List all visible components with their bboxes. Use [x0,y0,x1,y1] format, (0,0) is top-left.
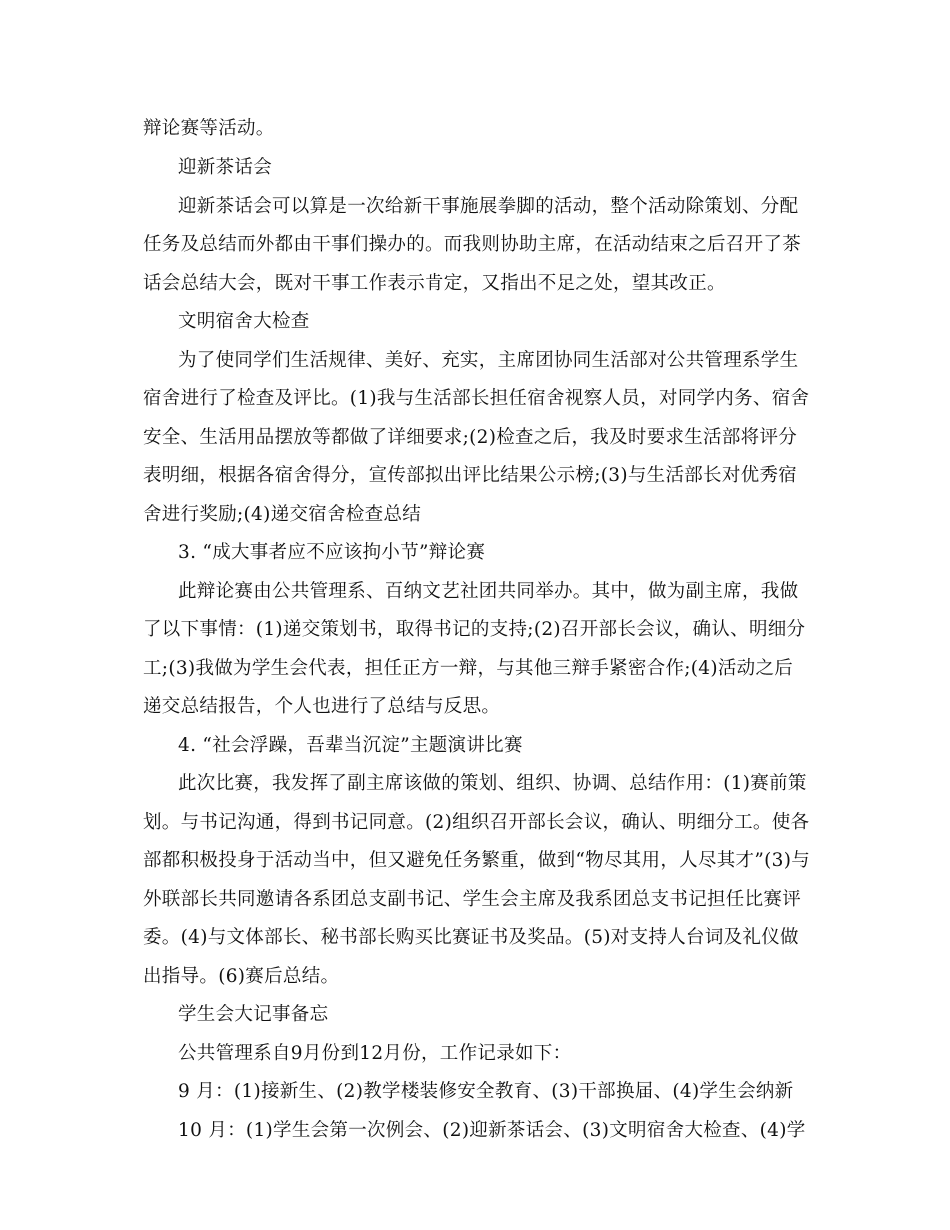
section-heading: 学生会大记事备忘 [178,1004,329,1025]
text-line: 9 月：(1)接新生、(2)教学楼装修安全教育、(3)干部换届、(4)学生会纳新 [178,1081,794,1102]
text-line: 了以下事情：(1)递交策划书，取得书记的支持;(2)召开部长会议，确认、明细分 [143,619,806,640]
text-line: 任务及总结而外都由干事们操办的。而我则协助主席，在活动结束之后召开了茶 [143,234,802,255]
text-line: 部都积极投身于活动当中，但又避免任务繁重，做到“物尽其用，人尽其才”(3)与 [143,850,811,871]
text-line: 迎新茶话会可以算是一次给新干事施展拳脚的活动，整个活动除策划、分配 [178,196,799,217]
text-line: 表明细，根据各宿舍得分，宣传部拟出评比结果公示榜;(3)与生活部长对优秀宿 [143,465,798,486]
text-line: 为了使同学们生活规律、美好、充实，主席团协同生活部对公共管理系学生 [178,350,799,371]
text-line: 公共管理系自9月份到12月份，工作记录如下： [178,1043,572,1064]
section-heading: 4. “社会浮躁，吾辈当沉淀”主题演讲比赛 [178,735,523,756]
section-heading: 3. “成大事者应不应该拘小节”辩论赛 [178,542,486,563]
text-line: 出指导。(6)赛后总结。 [143,966,340,987]
text-line: 此次比赛，我发挥了副主席该做的策划、组织、协调、总结作用：(1)赛前策 [178,773,807,794]
text-line: 外联部长共同邀请各系团总支副书记、学生会主席及我系团总支书记担任比赛评 [143,889,802,910]
section-heading: 文明宿舍大检查 [178,311,310,332]
text-line: 话会总结大会，既对干事工作表示肯定，又指出不足之处，望其改正。 [143,273,726,294]
text-line: 划。与书记沟通，得到书记同意。(2)组织召开部长会议，确认、明细分工。使各 [143,812,810,833]
text-line: 委。(4)与文体部长、秘书部长购买比赛证书及奖品。(5)对支持人台词及礼仪做 [143,927,799,948]
text-line: 递交总结报告，个人也进行了总结与反思。 [143,696,501,717]
text-line: 安全、生活用品摆放等都做了详细要求;(2)检查之后，我及时要求生活部将评分 [143,427,798,448]
text-line: 10 月：(1)学生会第一次例会、(2)迎新茶话会、(3)文明宿舍大检查、(4)学 [178,1120,806,1141]
text-line: 此辩论赛由公共管理系、百纳文艺社团共同举办。其中，做为副主席，我做 [178,581,799,602]
text-line: 舍进行奖励;(4)递交宿舍检查总结 [143,504,422,525]
text-line: 宿舍进行了检查及评比。(1)我与生活部长担任宿舍视察人员，对同学内务、宿舍 [143,388,810,409]
text-line: 辩论赛等活动。 [143,118,275,139]
section-heading: 迎新茶话会 [178,157,273,178]
text-line: 工;(3)我做为学生会代表，担任正方一辩，与其他三辩手紧密合作;(4)活动之后 [143,658,794,679]
